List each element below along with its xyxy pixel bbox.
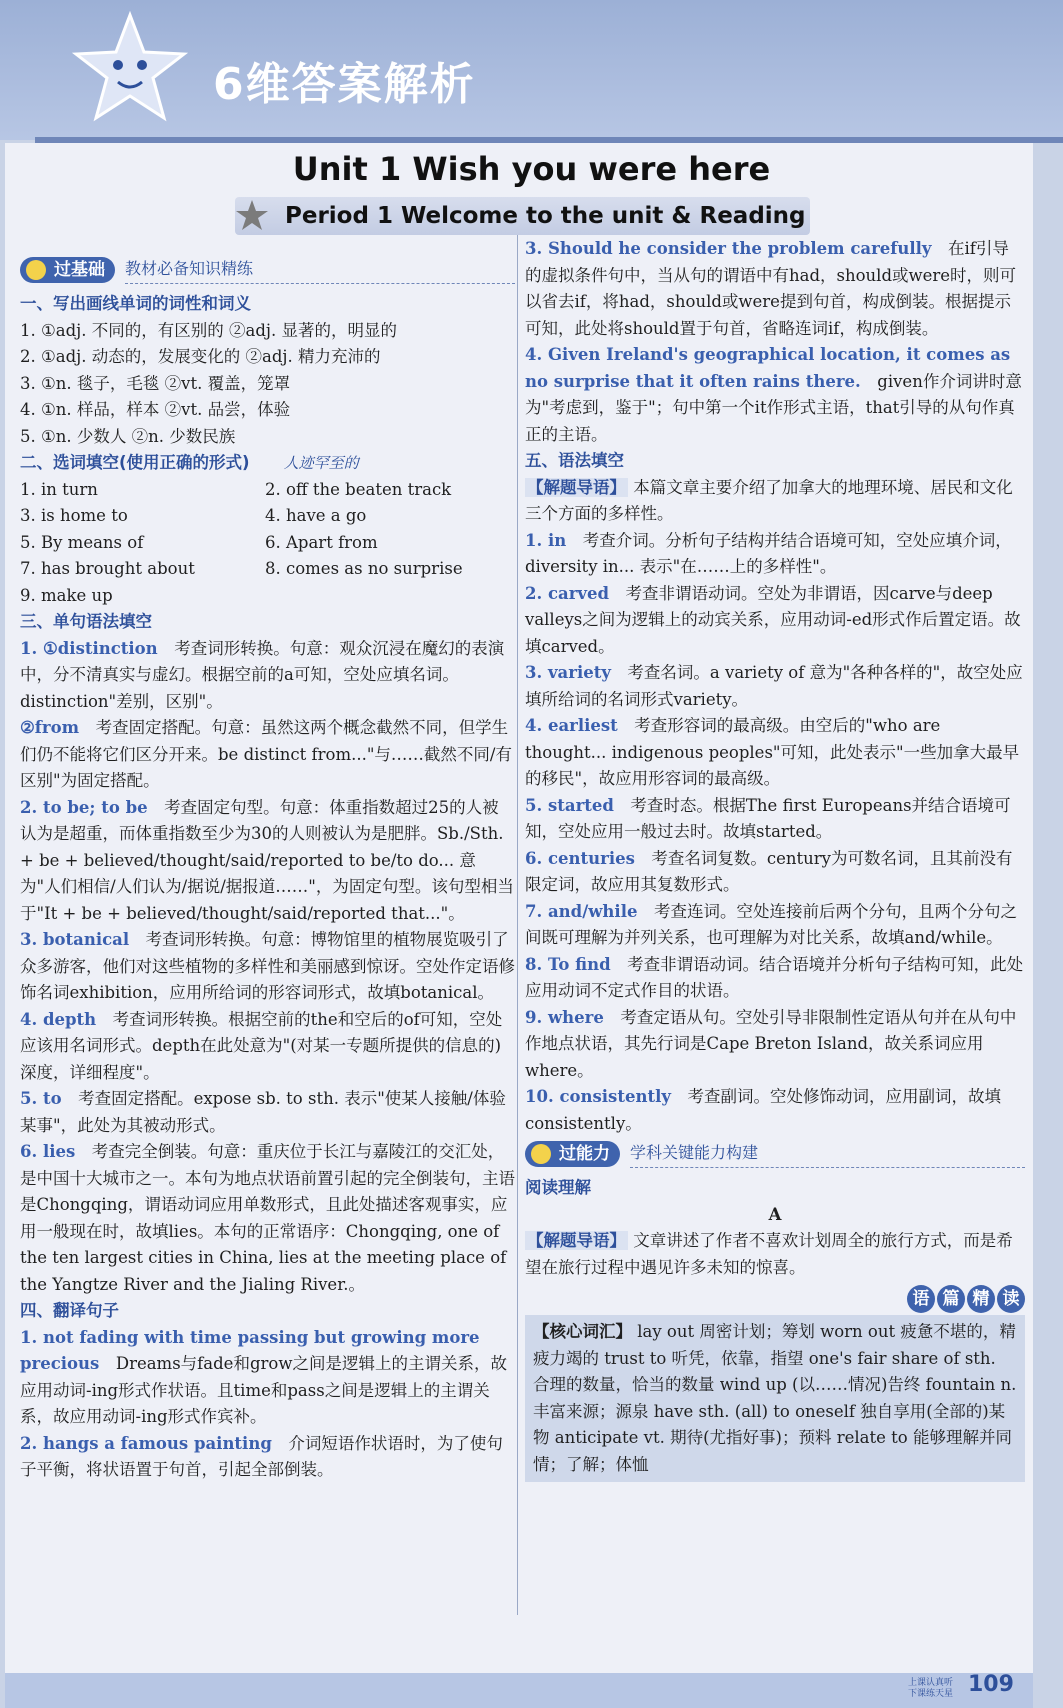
explanation [20,636,515,716]
choice-answers [20,477,515,610]
passage-reading-tag [525,1285,1025,1313]
answer-line: 3. ①n. 毯子，毛毯 ②vt. 覆盖，笼罩 [20,373,291,393]
answer-line: 7. has brought about [20,559,195,578]
answer-key: 3. variety [525,663,611,682]
page-number: 109 [968,1672,1014,1697]
answer-key: 1. not fading with time passing but growing more precious [20,1327,480,1373]
explanation-text: 考查词形转换。句意：博物馆里的植物展览吸引了众多游客，他们对这些植物的多样性和美丽感到惊讶。空处作定语修饰名词exhibition，应用所给词的形容词形式，故填botanical。 [20,930,515,1002]
explanation-text: 考查固定句型。句意：体重指数超过25的人被认为是超重，而体重指数至少为30的人则被认为是肥胖。Sb./Sth. + be + believed/thought/said/reported to be/to do... 意为"人们相信/人们认为/据说/据报道……"，为固定句型。该句型相当于"It + be + believed/thought/said/reported that..."。 [20,797,514,923]
section-title: 四、翻译句子 [20,1301,119,1320]
explanation-text: given作介词讲时意为"考虑到，鉴于"；句中第一个it作形式主语，that引导的从句作真正的主语。 [525,371,1022,444]
answer-key: 4. Given Ireland's geographical location, it comes as no surprise that it often rains there. [525,345,1011,391]
answer-line: 2. off the beaten track [265,479,452,499]
mascot-mini-icon [26,260,46,280]
explanation-text: 考查连词。空处连接前后两个分句，且两个分句之间既可理解为并列关系，也可理解为对比关系，故填and/while。 [525,901,1017,947]
answer-key: 8. To find [525,954,611,974]
answer-key: 1. in [525,530,567,550]
explanation-text: 考查名词复数。century为可数名词，且其前没有限定词，故应用其复数形式。 [525,848,1013,894]
passage-letter: A [768,1204,782,1224]
explanation-text: 考查固定搭配。句意：虽然这两个概念截然不同，但学生们仍不能将它们区分开来。be distinct from..."与……截然不同/有区别"为固定搭配。 [20,718,512,790]
tag-char: 读 [997,1285,1025,1313]
period-heading [235,197,810,235]
explanation [20,1431,515,1484]
explanation [525,713,1025,793]
tag-char: 语 [907,1285,935,1313]
section-title: 阅读理解 [525,1178,591,1197]
explanation-text: 介词短语作状语时，为了使句子平衡，将状语置于句首，引起全部倒装。 [20,1433,503,1479]
explanation-text: 考查固定搭配。expose sb. to sth. 表示"使某人接触/体验某事"，此处为其被动形式。 [20,1089,506,1135]
unit-title: Unit 1 Wish you were here [292,150,771,188]
explanation [525,1084,1025,1137]
guide-label: 【解题导语】 [527,477,626,497]
answer-key: 2. to be; to be [20,797,148,817]
answer-key: 4. depth [20,1009,97,1029]
explanation [20,1086,515,1139]
answer-key: 9. where [525,1007,604,1027]
footer-slogan [908,1678,953,1700]
period-title: Period 1 Welcome to the unit & Reading [285,203,806,229]
explanation [20,1007,515,1087]
explanation-text: 考查定语从句。空处引导非限制性定语从句并在从句中作地点状语，其先行词是Cape Breton Island，故关系词应用where。 [525,1007,1017,1080]
explanation [525,660,1025,713]
explanation [20,1325,515,1431]
page-header-title: 6维答案解析 [213,59,476,110]
explanation-text: 考查完全倒装。句意：重庆位于长江与嘉陵江的交汇处，是中国十大城市之一。本句为地点状语前置引起的完全倒装句，主语是Chongqing，谓语动词应用单数形式，且此处描述客观事实，应用一般现在时，故填lies。本句的正常语序：Chongqing, one of the ten largest cities in China, lies at the meeting place of the Yangtze River and the Jialing River.。 [20,1142,515,1294]
slogan-line: 下课练天星 [908,1689,954,1699]
tag-label: 过基础 [54,260,105,280]
explanation-text: 考查副词。空处修饰动词，应用副词，故填consistently。 [525,1087,1001,1133]
explanation-text: 考查非谓语动词。结合语境并分析句子结构可知，此处应用动词不定式作目的状语。 [525,954,1024,1000]
answer-key: 5. to [20,1089,62,1108]
explanation-text: 考查非谓语动词。空处为非谓语，因carve与deep valleys之间为逻辑上的动宾关系，应用动词-ed形式作后置定语。故填carved。 [525,583,1021,656]
answer-line: 6. Apart from [265,532,378,552]
explanation [20,715,515,795]
explanation-text: 在if引导的虚拟条件句中，当从句的谓语中有had，should或were时，则可以省去if，将had，should或were提到句首，构成倒装。根据提示可知，此处将should置于句首，省略连词if，构成倒装。 [525,239,1017,338]
answer-line: 2. ①adj. 动态的，发展变化的 ②adj. 精力充沛的 [20,347,381,366]
slogan-line: 上课认真听 [908,1678,954,1688]
column-divider [517,235,518,1615]
explanation [525,846,1025,899]
section-title: 三、单句语法填空 [20,612,152,631]
explanation [525,528,1025,581]
handwritten-note: 人迹罕至的 [283,454,359,472]
answer-key: 4. earliest [525,716,618,735]
answer-line: 1. in turn [20,479,98,499]
answer-key: 1. ①distinction [20,638,158,658]
explanation [525,581,1025,661]
period-star-icon [235,199,269,233]
guide-label: 【解题导语】 [527,1231,626,1250]
explanation [525,236,1025,342]
answer-key: 7. and/while [525,901,638,921]
explanation [525,1005,1025,1085]
answer-key: 3. Should he consider the problem carefully [525,239,932,258]
left-column [20,253,515,1484]
answer-line: 9. make up [20,585,113,605]
explanation-text: 考查词形转换。根据空前的the和空后的of可知，空处应该用名词形式。depth在此处意为"(对某一专题所提供的信息的)深度，详细程度"。 [20,1009,503,1082]
explanation-text: 考查介词。分析句子结构并结合语境可知，空处应填介词，diversity in... 表示"在……上的多样性"。 [525,530,1012,576]
answer-line: 1. ①adj. 不同的，有区别的 ②adj. 显著的，明显的 [20,320,398,340]
answer-line: 4. ①n. 样品，样本 ②vt. 品尝，体验 [20,400,291,419]
guide-text: 文章讲述了作者不喜欢计划周全的旅行方式，而是希望在旅行过程中遇见许多未知的惊喜。 [525,1231,1013,1277]
answer-key: 2. carved [525,583,610,603]
answer-key: 6. lies [20,1142,76,1161]
explanation-text: 考查名词。a variety of 意为"各种各样的"，故空处应填所给词的名词形式variety。 [525,663,1023,709]
explanation-text: 考查词形转换。句意：观众沉浸在魔幻的表演中，分不清真实与虚幻。根据空前的a可知，空处应填名词。distinction"差别，区别"。 [20,638,505,711]
guide-paragraph [525,475,1025,528]
explanation [20,927,515,1007]
explanation [525,899,1025,952]
explanation [20,795,515,928]
guide-paragraph [525,1228,1025,1281]
tag-subtitle: 学科关键能力构建 [630,1140,1025,1168]
answer-key: 5. started [525,795,614,815]
explanation [525,952,1025,1005]
section-title: 五、语法填空 [525,451,624,470]
section-title: 二、选词填空(使用正确的形式) [20,453,250,472]
star-mascot-icon [70,10,190,130]
answer-key: 10. consistently [525,1087,671,1106]
answer-line: 5. ①n. 少数人 ②n. 少数民族 [20,426,236,446]
footer-bar [5,1673,1033,1708]
mascot-mini-icon [531,1144,551,1164]
guide-text: 本篇文章主要介绍了加拿大的地理环境、居民和文化三个方面的多样性。 [525,477,1013,523]
section-tag-ability [525,1139,1025,1169]
tag-char: 精 [967,1285,995,1313]
vocab-text: lay out 周密计划；筹划 worn out 疲惫不堪的，精疲力竭的 trust to 听凭，依靠，指望 one's fair share of sth. 合理的数量，恰当的数量 wind up (以……情况)告终 fountain n. 丰富来源；源泉 have sth. (all) to oneself 独自享用(全部的)某物 anticipate vt. 期待(尤指好事)；预料 relate to 能够理解并同情；了解；体恤 [533,1322,1017,1474]
answer-key: ②from [20,718,80,737]
section-tag-basic [20,255,515,285]
answer-line: 5. By means of [20,532,144,552]
answer-line: 3. is home to [20,506,128,525]
tag-char: 篇 [937,1285,965,1313]
explanation-text: 考查时态。根据The first Europeans并结合语境可知，空处应用一般过去时。故填started。 [525,795,1011,841]
explanation [525,342,1025,448]
vocab-label: 【核心词汇】 [533,1322,632,1341]
answer-line: 8. comes as no surprise [265,559,463,578]
explanation-text: 考查形容词的最高级。由空后的"who are thought... indigenous peoples"可知，此处表示"一些加拿大最早的移民"，故应用形容词的最高级。 [525,716,1020,788]
right-column [525,236,1025,1482]
explanation [20,1139,515,1298]
answer-key: 3. botanical [20,930,130,949]
tag-label: 过能力 [559,1144,610,1164]
explanation [525,793,1025,846]
section-title: 一、写出画线单词的词性和词义 [20,294,251,313]
answer-key: 2. hangs a famous painting [20,1433,272,1453]
explanation-text: Dreams与fade和grow之间是逻辑上的主谓关系，故应用动词-ing形式作状语。且time和pass之间是逻辑上的主谓关系，故应用动词-ing形式作宾补。 [20,1354,507,1426]
core-vocabulary-box [525,1315,1025,1482]
answer-key: 6. centuries [525,848,635,868]
answer-line: 4. have a go [265,506,367,525]
tag-subtitle: 教材必备知识精练 [125,256,515,284]
